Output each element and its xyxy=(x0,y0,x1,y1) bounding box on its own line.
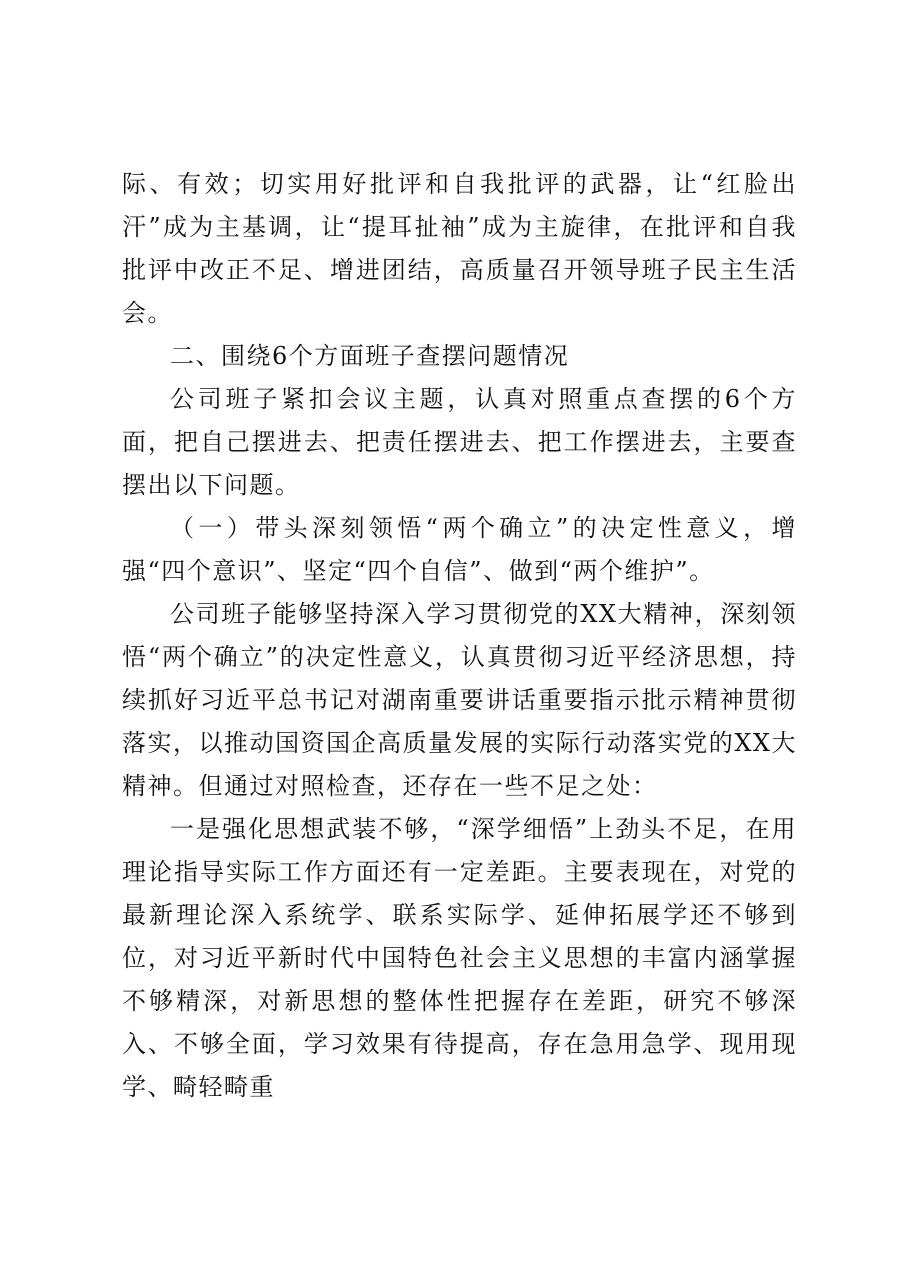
paragraph-summary: 公司班子能够坚持深入学习贯彻党的XX大精神，深刻领悟“两个确立”的决定性意义，认真贯彻习近平经济思想，持续抓好习近平总书记对湖南重要讲话重要指示批示精神贯彻落实，以推动国资国企高质量发展的实际行动落实党的XX大精神。但通过对照检查，还存在一些不足之处： xyxy=(122,600,797,800)
subsection-heading-1: （一）带头深刻领悟“两个确立”的决定性意义，增强“四个意识”、坚定“四个自信”、做到“两个维护”。 xyxy=(122,514,797,585)
paragraph-intro: 公司班子紧扣会议主题，认真对照重点查摆的6个方面，把自己摆进去、把责任摆进去、把工作摆进去，主要查摆出以下问题。 xyxy=(122,385,797,499)
paragraph-issue-1: 一是强化思想武装不够，“深学细悟”上劲头不足，在用理论指导实际工作方面还有一定差距。主要表现在，对党的最新理论深入系统学、联系实际学、延伸拓展学还不够到位，对习近平新时代中国特色社会主义思想的丰富内涵掌握不够精深，对新思想的整体性把握存在差距，研究不够深入、不够全面，学习效果有待提高，存在急用急学、现用现学、畸轻畸重 xyxy=(122,815,797,1101)
document-body xyxy=(122,163,797,1109)
paragraph-continuation: 际、有效；切实用好批评和自我批评的武器，让“红脸出汗”成为主基调，让“提耳扯袖”成为主旋律，在批评和自我批评中改正不足、增进团结，高质量召开领导班子民主生活会。 xyxy=(122,170,797,327)
section-heading-2: 二、围绕6个方面班子查摆问题情况 xyxy=(170,342,570,370)
